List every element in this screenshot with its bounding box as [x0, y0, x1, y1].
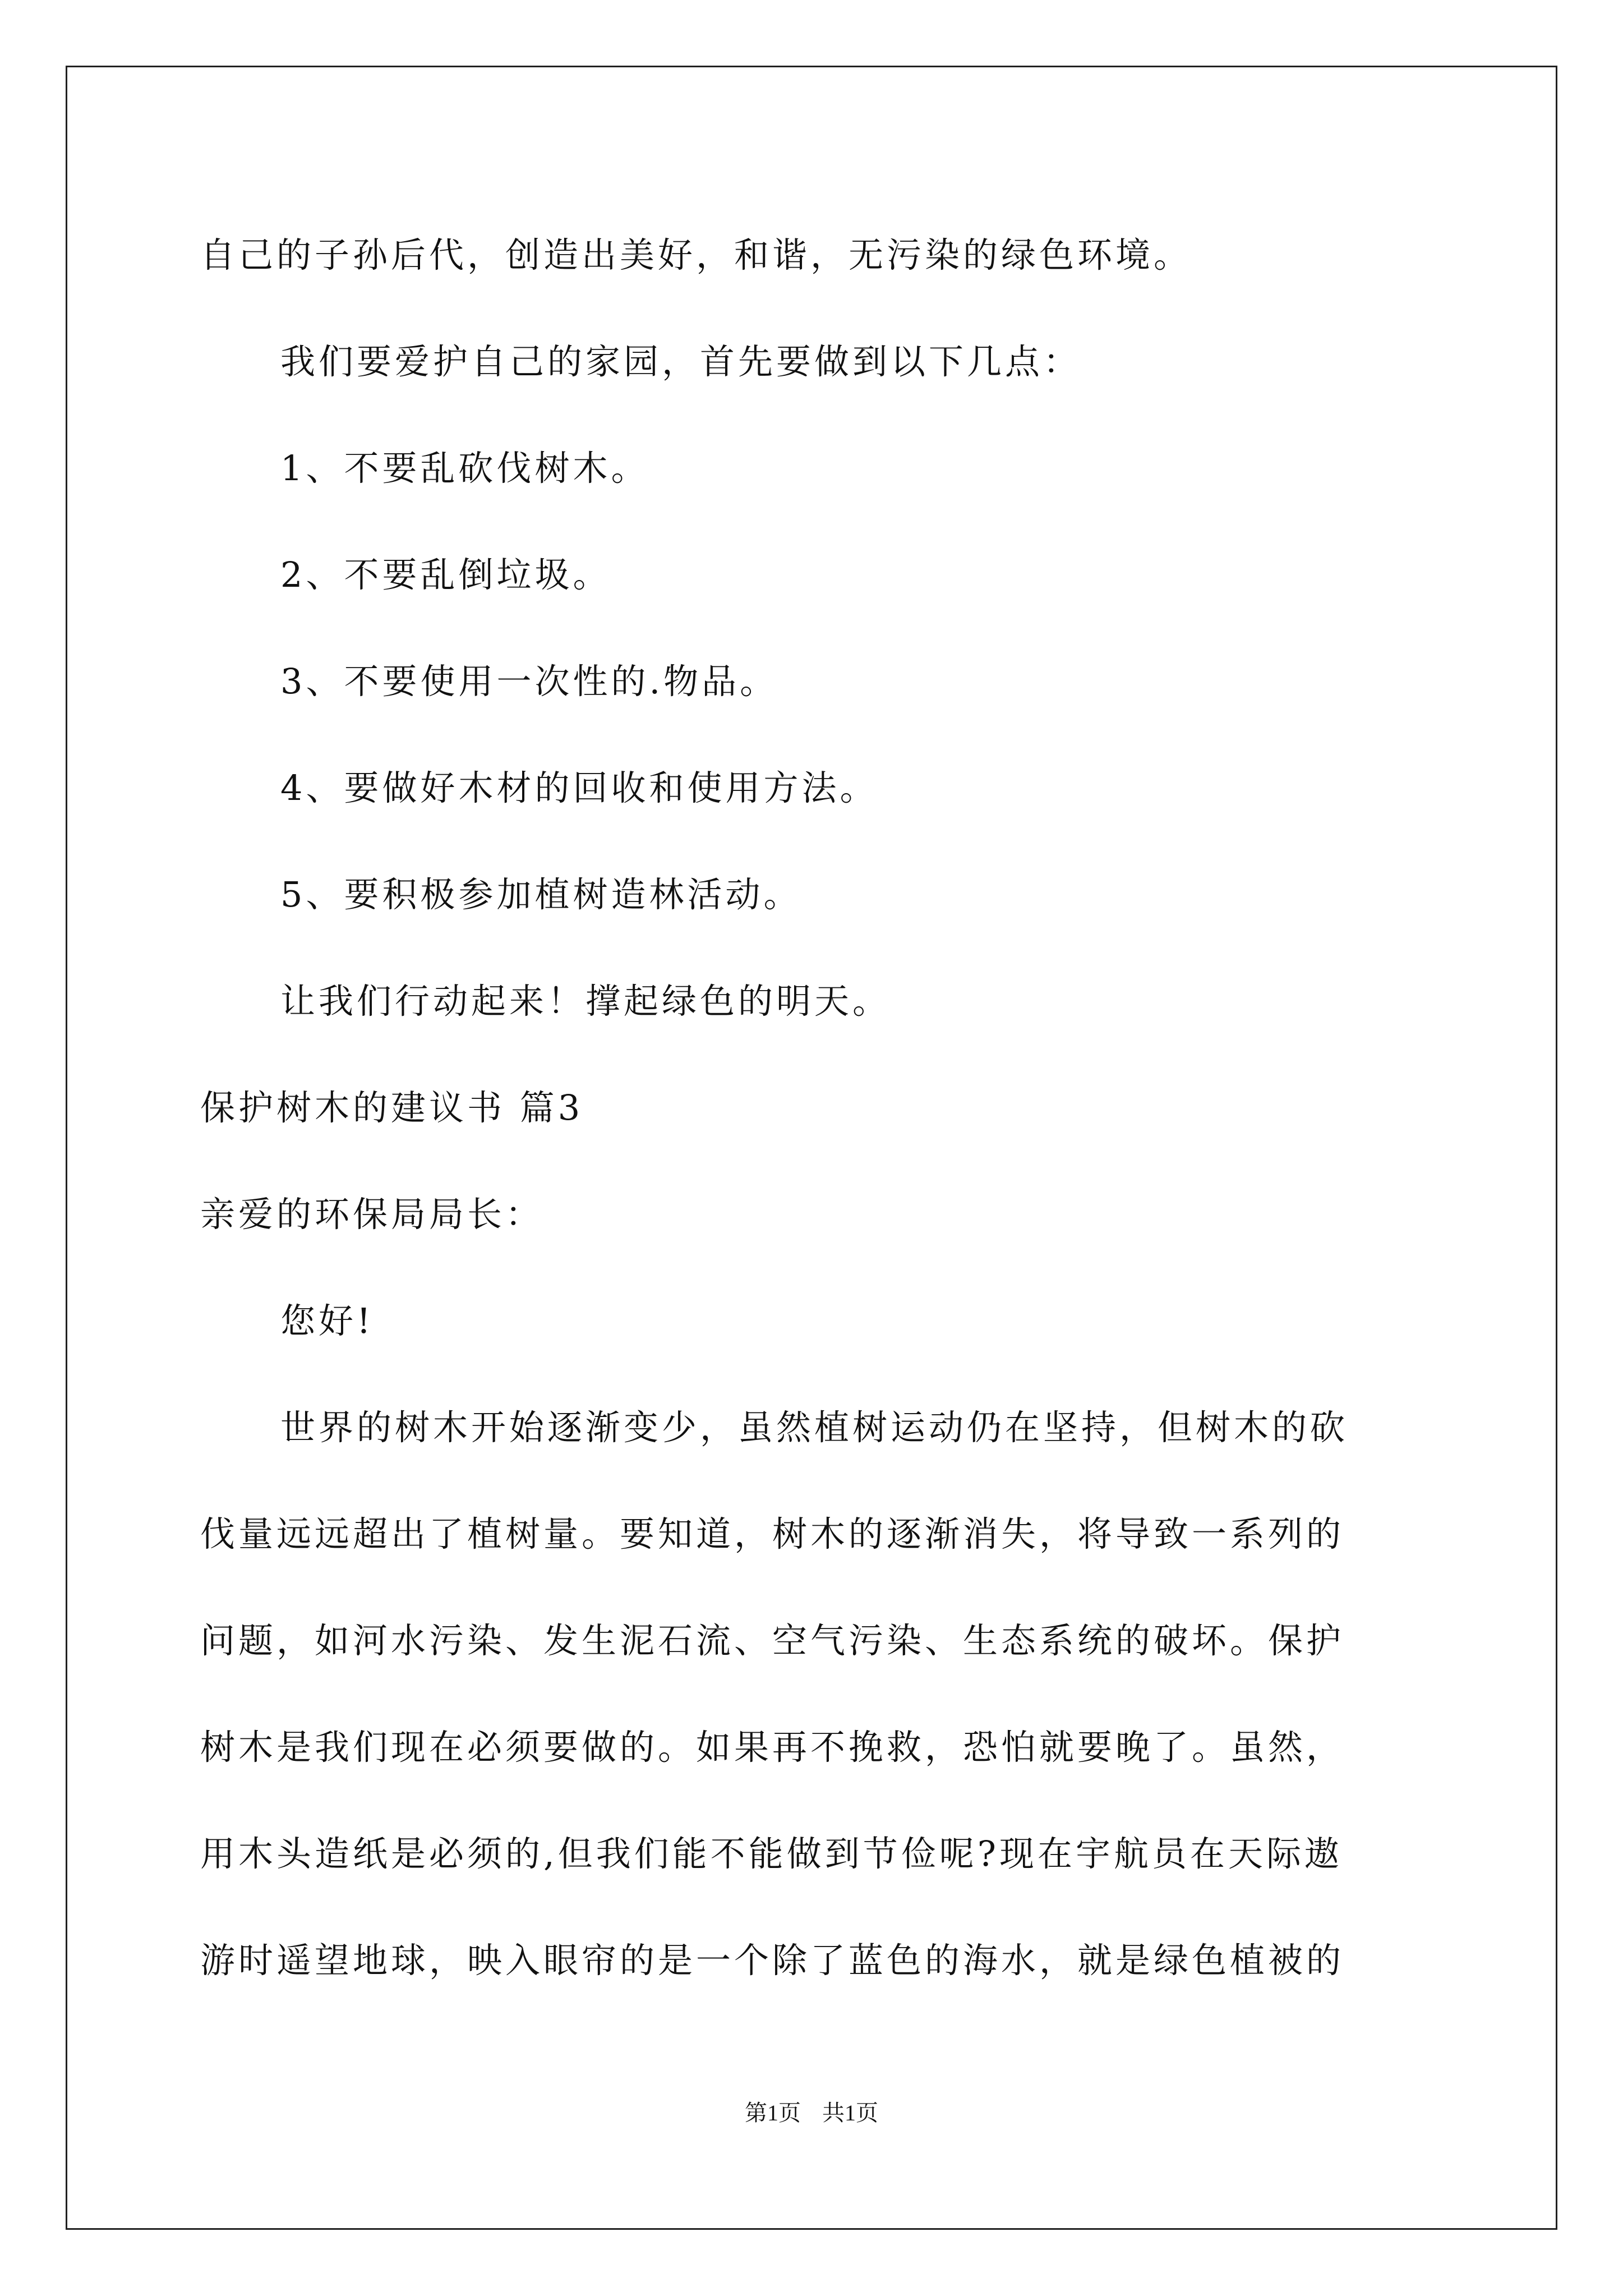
- list-item-5: 5、要积极参加植树造林活动。: [280, 874, 802, 915]
- section-heading: 保护树木的建议书 篇3: [200, 1087, 584, 1128]
- paragraph-line-2: 伐量远远超出了植树量。要知道，树木的逐渐消失，将导致一系列的: [200, 1513, 1345, 1554]
- text-line-2: 我们要爱护自己的家园，首先要做到以下几点：: [280, 341, 1082, 382]
- paragraph-line-6: 游时遥望地球，映入眼帘的是一个除了蓝色的海水，就是绿色植被的: [200, 1940, 1345, 1981]
- paragraph-line-3: 问题，如河水污染、发生泥石流、空气污染、生态系统的破坏。保护: [200, 1620, 1345, 1661]
- salutation: 亲爱的环保局局长：: [200, 1194, 544, 1235]
- list-item-1: 1、不要乱砍伐树木。: [280, 448, 649, 489]
- page-border: [66, 66, 1557, 2230]
- page-total: 共1页: [822, 2100, 878, 2125]
- greeting: 您好!: [280, 1300, 374, 1341]
- paragraph-line-5: 用木头造纸是必须的,但我们能不能做到节俭呢?现在宇航员在天际遨: [200, 1833, 1343, 1874]
- closing-line: 让我们行动起来！撑起绿色的明天。: [280, 981, 891, 1022]
- paragraph-line-4: 树木是我们现在必须要做的。如果再不挽救，恐怕就要晚了。虽然，: [200, 1727, 1345, 1768]
- list-item-3: 3、不要使用一次性的.物品。: [280, 661, 778, 702]
- page-number: 第1页: [745, 2100, 801, 2125]
- text-line-1: 自己的子孙后代，创造出美好，和谐，无污染的绿色环境。: [200, 234, 1192, 275]
- page-footer: [0, 2099, 1623, 2127]
- list-item-2: 2、不要乱倒垃圾。: [280, 554, 611, 595]
- paragraph-line-1: 世界的树木开始逐渐变少，虽然植树运动仍在坚持，但树木的砍: [280, 1407, 1349, 1448]
- list-item-4: 4、要做好木材的回收和使用方法。: [280, 767, 878, 808]
